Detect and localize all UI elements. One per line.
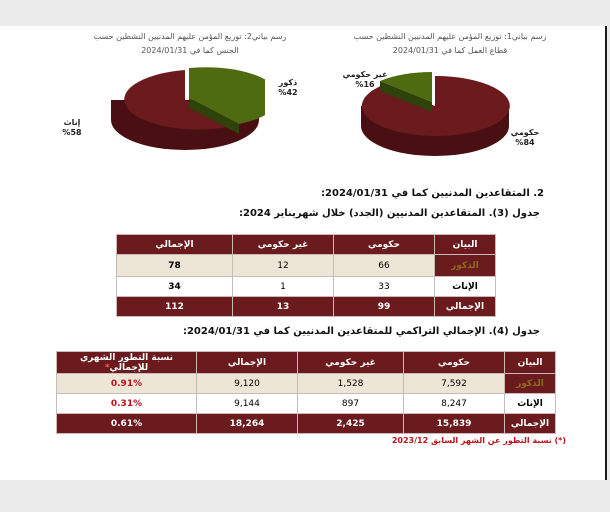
chart2-label-female-pct: %58 bbox=[62, 128, 82, 137]
table3-cell: 78 bbox=[117, 255, 233, 277]
table-row bbox=[117, 297, 496, 317]
table3-cell: 66 bbox=[334, 255, 435, 277]
chart1-label-nongov bbox=[340, 70, 390, 90]
chart2-label-male bbox=[270, 78, 306, 98]
chart1-label-gov-name: حكومي bbox=[510, 128, 540, 137]
table-row bbox=[57, 414, 556, 434]
table4-cell: الإجمالي bbox=[505, 414, 556, 434]
table4-header: الإجمالي bbox=[197, 352, 298, 374]
chart1-title-line2: قطاع العمل كما في 2024/01/31 bbox=[392, 46, 508, 55]
table4-cell: 15,839 bbox=[404, 414, 505, 434]
table3-header: الإجمالي bbox=[117, 235, 233, 255]
table3-header: حكومي bbox=[334, 235, 435, 255]
table3-cell: 112 bbox=[117, 297, 233, 317]
table3-cell: الإجمالي bbox=[435, 297, 496, 317]
table-row bbox=[57, 374, 556, 394]
table4-header-row bbox=[57, 352, 556, 374]
chart2-label-female bbox=[52, 118, 92, 138]
table4-header-label: نسبة التطور الشهري للإجمالي bbox=[79, 352, 174, 373]
chart1-label-nongov-name: غير حكومي bbox=[342, 70, 388, 79]
table3-cell: الذكور bbox=[435, 255, 496, 277]
table3 bbox=[116, 234, 496, 317]
table4-cell: 1,528 bbox=[298, 374, 404, 394]
table4-cell: 0.61% bbox=[57, 414, 197, 434]
chart2-title-line2: الجنس كما في 2024/01/31 bbox=[141, 46, 239, 55]
chart1-label-nongov-pct: %16 bbox=[355, 80, 375, 89]
table3-cell: 12 bbox=[233, 255, 334, 277]
table4-header: حكومي bbox=[404, 352, 505, 374]
table4-cell: 2,425 bbox=[298, 414, 404, 434]
table3-header: البيان bbox=[435, 235, 496, 255]
table-row bbox=[117, 277, 496, 297]
table4-cell: 8,247 bbox=[404, 394, 505, 414]
chart2-title bbox=[85, 30, 295, 58]
chart1-label-gov-pct: %84 bbox=[515, 138, 535, 147]
table4-cell: 18,264 bbox=[197, 414, 298, 434]
chart1-title-line1: رسم بياني1: توزيع المؤمن عليهم المدنيين النشطين حسب bbox=[353, 32, 547, 41]
table3-cell: 1 bbox=[233, 277, 334, 297]
chart1-title bbox=[345, 30, 555, 58]
table3-cell: الإناث bbox=[435, 277, 496, 297]
chart2-label-female-name: إناث bbox=[63, 118, 81, 127]
chart1-label-gov bbox=[505, 128, 545, 148]
table3-header: غير حكومي bbox=[233, 235, 334, 255]
table3-cell: 13 bbox=[233, 297, 334, 317]
table4-cell: الذكور bbox=[505, 374, 556, 394]
chart2-pie bbox=[105, 62, 265, 162]
table3-cell: 33 bbox=[334, 277, 435, 297]
table4-cell: 897 bbox=[298, 394, 404, 414]
table3-header-row bbox=[117, 235, 496, 255]
table4-cell: 7,592 bbox=[404, 374, 505, 394]
table3-cell: 34 bbox=[117, 277, 233, 297]
table4-header: غير حكومي bbox=[298, 352, 404, 374]
table3-cell: 99 bbox=[334, 297, 435, 317]
table4-cell: 9,144 bbox=[197, 394, 298, 414]
chart2-label-male-pct: %42 bbox=[278, 88, 298, 97]
table4-header: البيان bbox=[505, 352, 556, 374]
chart2-label-male-name: ذكور bbox=[278, 78, 298, 87]
table4-cell: 0.31% bbox=[57, 394, 197, 414]
table4-cell: الإناث bbox=[505, 394, 556, 414]
table3-caption: جدول (3). المتقاعدين المدنيين (الجدد) خلال شهريناير 2024: bbox=[238, 208, 540, 219]
page-border bbox=[605, 26, 607, 480]
footnote-marker: * bbox=[104, 362, 110, 373]
table4-cell: 9,120 bbox=[197, 374, 298, 394]
table4 bbox=[56, 351, 556, 434]
table4-header-growth bbox=[57, 352, 197, 374]
table4-cell: 0.91% bbox=[57, 374, 197, 394]
table-row bbox=[117, 255, 496, 277]
chart2-title-line1: رسم بياني2: توزيع المؤمن عليهم المدنيين النشطين حسب bbox=[93, 32, 287, 41]
table-row bbox=[57, 394, 556, 414]
section-heading: 2. المتقاعدين المدنيين كما في 2024/01/31: bbox=[321, 188, 544, 199]
table4-caption: جدول (4). الإجمالي التراكمي للمتقاعدين المدنيين كما في 2024/01/31: bbox=[182, 326, 540, 337]
footnote: (*) نسبة التطور عن الشهر السابق 2023/12 bbox=[391, 436, 566, 445]
